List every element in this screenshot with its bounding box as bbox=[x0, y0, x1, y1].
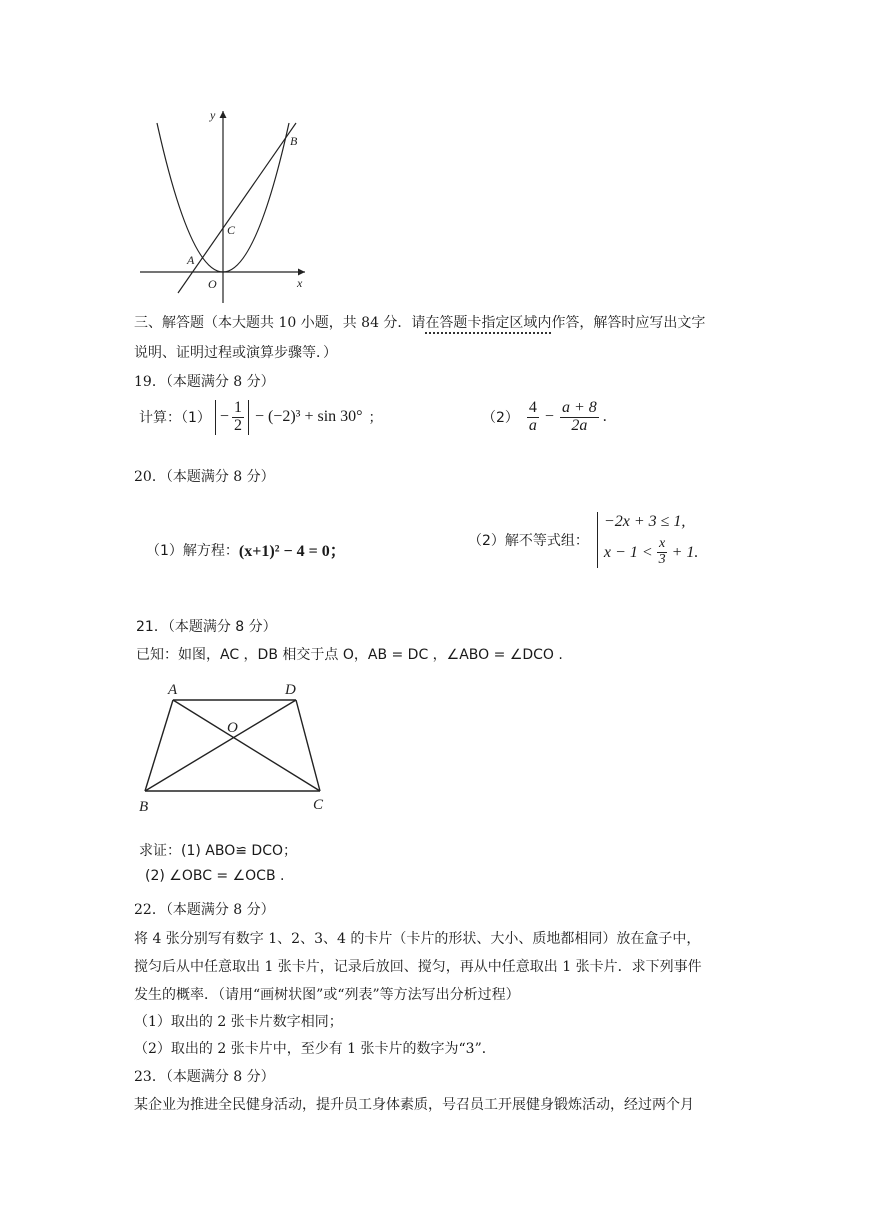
vertex-d-label: D bbox=[285, 682, 296, 698]
q21-header: 21．（本题满分 8 分） bbox=[136, 619, 277, 635]
q19-fraction-2-num: a + 8 bbox=[561, 399, 597, 416]
section3-line1 bbox=[134, 312, 705, 332]
abs-fraction-den: 2 bbox=[233, 416, 242, 434]
q19-part2-label: （2） bbox=[482, 410, 519, 427]
triangle-figure bbox=[135, 678, 345, 818]
abs-fraction bbox=[232, 400, 244, 435]
section3-line1-post: 作答，解答时应写出文字 bbox=[551, 315, 706, 331]
point-b-label: B bbox=[290, 134, 298, 148]
system-line-1: −2x + 3 ≤ 1, bbox=[603, 513, 686, 530]
vertex-c-label: C bbox=[313, 797, 324, 813]
section3-line1-pre: 三、解答题（本大题共 10 小题，共 84 分．请 bbox=[134, 315, 426, 331]
vertex-a-label: A bbox=[168, 682, 178, 698]
q19-part2 bbox=[482, 400, 607, 435]
q19-fraction-1 bbox=[527, 400, 539, 435]
point-a-label: A bbox=[187, 253, 195, 267]
q19-part1 bbox=[139, 400, 383, 435]
abs-value: − $\frac{1}{2}$ bbox=[215, 400, 249, 435]
parabola-figure bbox=[130, 105, 320, 305]
system-fraction-den: 3 bbox=[658, 551, 666, 567]
q20-header: 20．（本题满分 8 分） bbox=[134, 469, 275, 485]
vertex-b-label: B bbox=[139, 799, 149, 815]
system-line-2 bbox=[604, 537, 699, 567]
q19-end: . bbox=[602, 408, 607, 426]
q19-part1-expr: − (−2)³ + sin 30° bbox=[254, 408, 363, 426]
q19-fraction-2-den: 2a bbox=[571, 416, 588, 434]
system-fraction bbox=[657, 537, 668, 567]
q20-part2-label: （2）解不等式组： bbox=[468, 532, 589, 549]
q22-header: 22．（本题满分 8 分） bbox=[134, 902, 275, 918]
y-axis-label: y bbox=[210, 108, 216, 122]
segment-db bbox=[145, 700, 296, 791]
q20-part2 bbox=[468, 512, 698, 568]
q22-line-1: 将 4 张分别写有数字 1、2、3、4 的卡片（卡片的形状、大小、质地都相同）放在盒子中， bbox=[134, 931, 701, 947]
q22-line-2: 搅匀后从中任意取出 1 张卡片，记录后放回、搅匀，再从中任意取出 1 张卡片．求下列事件 bbox=[134, 959, 702, 975]
inequality-system bbox=[597, 512, 699, 568]
x-axis-label: x bbox=[297, 276, 303, 290]
q22-line-3: 发生的概率．（请用“画树状图”或“列表”等方法写出分析过程） bbox=[134, 987, 520, 1003]
system-line-2-pre: x − 1 < bbox=[603, 543, 653, 561]
q20-part1-label: （1）解方程： bbox=[146, 542, 239, 559]
segment-ac bbox=[173, 700, 320, 791]
q22-item-1: （1）取出的 2 张卡片数字相同； bbox=[134, 1014, 343, 1030]
abs-fraction-num: 1 bbox=[233, 399, 242, 416]
q19-part1-end: ； bbox=[368, 410, 383, 427]
section3-emphasis: 在答题卡指定区域内 bbox=[425, 315, 551, 334]
origin-label: O bbox=[208, 277, 217, 291]
system-fraction-num: x bbox=[659, 536, 666, 552]
q19-prefix: 计算：（1） bbox=[139, 410, 211, 427]
q19-fraction-1-den: a bbox=[528, 416, 537, 434]
section3-line2: 说明、证明过程或演算步骤等．） bbox=[134, 345, 337, 361]
point-c-label: C bbox=[227, 223, 236, 237]
q19-fraction-2 bbox=[560, 400, 599, 435]
q21-given: 已知：如图，AC ，DB 相交于点 O，AB = DC ，∠ABO = ∠DCO . bbox=[136, 647, 563, 663]
q20-part1-expr: (x+1)² − 4 = 0； bbox=[238, 543, 346, 560]
q21-prove-2: (2) ∠OBC = ∠OCB . bbox=[145, 868, 285, 884]
q21-prove-1: 求证：(1) ABO≌ DCO； bbox=[139, 843, 297, 859]
q19-fraction-1-num: 4 bbox=[528, 399, 537, 416]
q22-item-2: （2）取出的 2 张卡片中，至少有 1 张卡片的数字为“3”． bbox=[134, 1041, 496, 1057]
q23-header: 23．（本题满分 8 分） bbox=[134, 1069, 275, 1085]
q19-minus: − bbox=[544, 408, 554, 426]
line-ab bbox=[178, 123, 296, 293]
q23-line-1: 某企业为推进全民健身活动，提升员工身体素质，号召员工开展健身锻炼活动，经过两个月 bbox=[134, 1097, 694, 1113]
q19-header: 19．（本题满分 8 分） bbox=[134, 374, 275, 390]
segment-dc bbox=[296, 700, 320, 791]
q20-part1 bbox=[146, 538, 346, 561]
system-line-2-post: + 1. bbox=[671, 543, 699, 561]
point-o-label: O bbox=[227, 720, 238, 736]
